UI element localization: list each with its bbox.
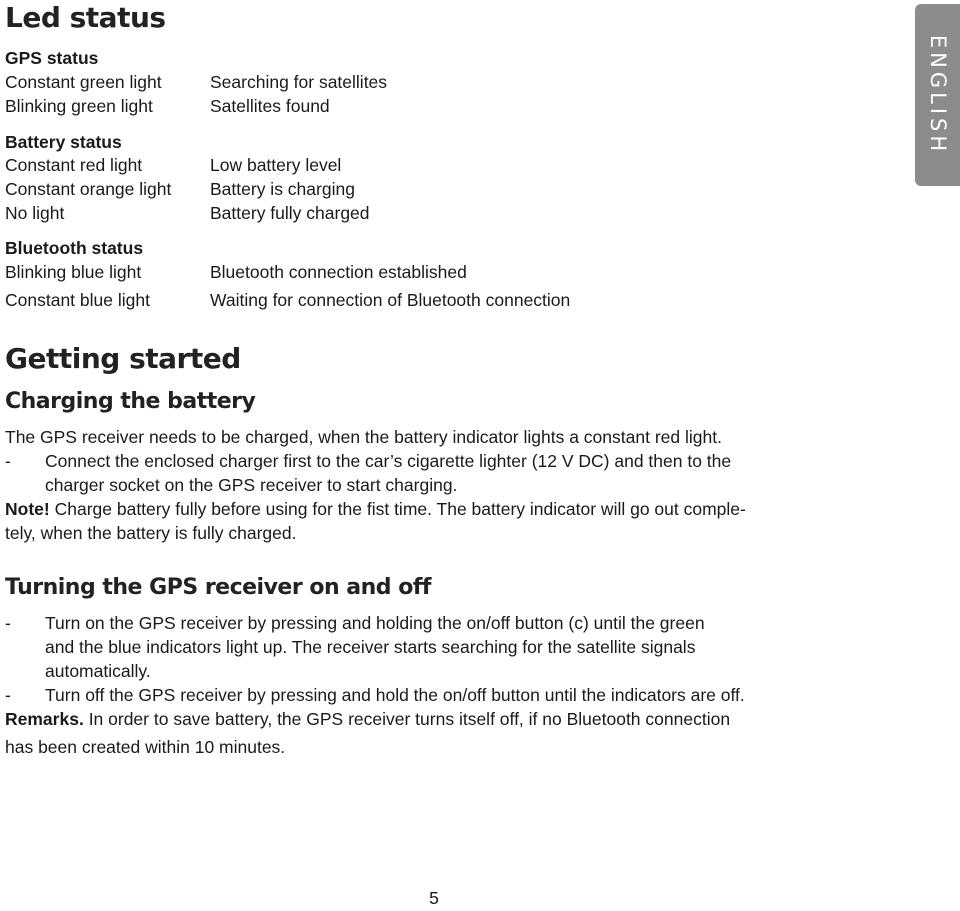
led-light-label: Blinking blue light xyxy=(5,262,142,282)
note-text-continued: tely, when the battery is fully charged. xyxy=(5,523,297,543)
turn-on-step-line: and the blue indicators light up. The receiver starts searching for the satellite signals xyxy=(45,637,696,657)
remarks-line xyxy=(5,708,730,730)
charging-battery-title: Charging the battery xyxy=(5,389,256,414)
note-label: Note! xyxy=(5,499,50,519)
note-line xyxy=(5,498,746,520)
remarks-text-continued: has been created within 10 minutes. xyxy=(5,737,286,757)
language-tab-label: ENGLISH xyxy=(925,34,950,156)
language-tab xyxy=(915,4,960,186)
led-light-label: Constant blue light xyxy=(5,290,150,310)
charging-step-line: charger socket on the GPS receiver to start charging. xyxy=(45,475,458,495)
getting-started-title: Getting started xyxy=(5,342,241,375)
bullet-marker: - xyxy=(5,613,11,633)
led-light-label: Constant red light xyxy=(5,155,143,175)
remarks-text: In order to save battery, the GPS receiver turns itself off, if no Bluetooth connection xyxy=(88,709,731,729)
bullet-marker: - xyxy=(5,685,11,705)
led-meaning: Battery fully charged xyxy=(210,203,370,223)
led-meaning: Bluetooth connection established xyxy=(210,262,467,282)
led-meaning: Waiting for connection of Bluetooth connection xyxy=(210,290,571,310)
turn-on-step-line: Turn on the GPS receiver by pressing and holding the on/off button (c) until the green xyxy=(45,613,705,633)
led-light-label: Blinking green light xyxy=(5,96,153,116)
gps-status-heading: GPS status xyxy=(5,48,99,68)
led-meaning: Searching for satellites xyxy=(210,72,388,92)
led-meaning: Satellites found xyxy=(210,96,330,116)
led-meaning: Low battery level xyxy=(210,155,342,175)
led-light-label: No light xyxy=(5,203,65,223)
turning-on-off-title: Turning the GPS receiver on and off xyxy=(5,575,431,600)
charging-intro: The GPS receiver needs to be charged, when the battery indicator lights a constant red light. xyxy=(5,427,722,447)
turn-on-step-line: automatically. xyxy=(45,661,151,681)
led-meaning: Battery is charging xyxy=(210,179,355,199)
remarks-label: Remarks. xyxy=(5,709,84,729)
bluetooth-status-heading: Bluetooth status xyxy=(5,238,144,258)
battery-status-heading: Battery status xyxy=(5,132,122,152)
led-status-title: Led status xyxy=(5,1,166,34)
led-light-label: Constant orange light xyxy=(5,179,172,199)
page-number: 5 xyxy=(429,888,439,908)
bullet-marker: - xyxy=(5,451,11,471)
turn-off-step-line: Turn off the GPS receiver by pressing and hold the on/off button until the indicators are off. xyxy=(45,685,745,705)
led-light-label: Constant green light xyxy=(5,72,162,92)
charging-step-line: Connect the enclosed charger first to the car’s cigarette lighter (12 V DC) and then to the xyxy=(45,451,732,471)
note-text: Charge battery fully before using for the fist time. The battery indicator will go out comple- xyxy=(54,499,746,519)
